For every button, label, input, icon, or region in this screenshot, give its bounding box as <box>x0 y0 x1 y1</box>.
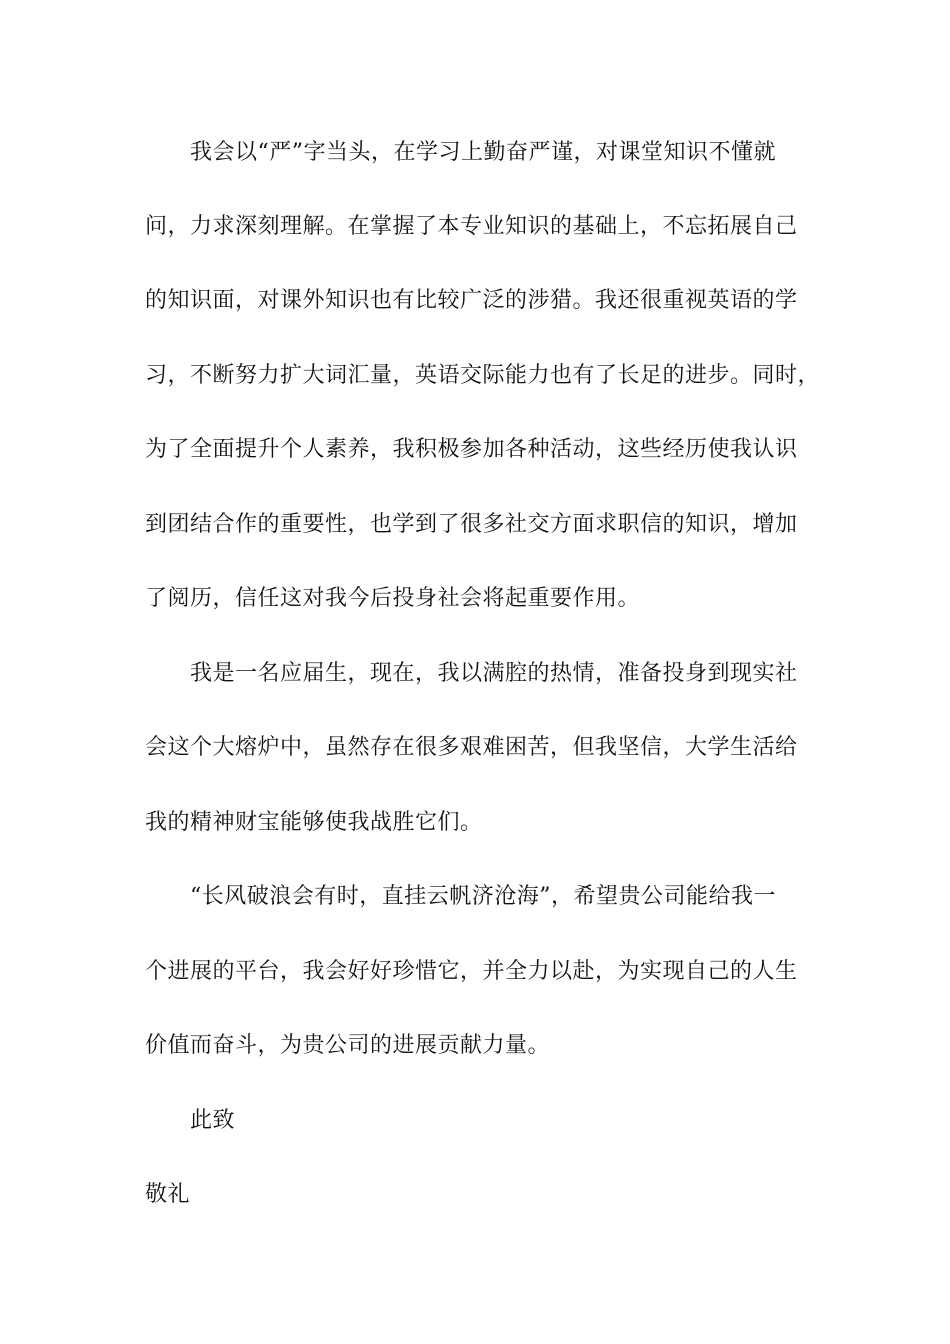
paragraph-3-line-1: “长风破浪会有时，直挂云帆济沧海”，希望贵公司能给我一 <box>190 884 776 909</box>
paragraph-1-line-6: 到团结合作的重要性，也学到了很多社交方面求职信的知识，增加 <box>145 512 798 537</box>
paragraph-2-line-2: 会这个大熔炉中，虽然存在很多艰难困苦，但我坚信，大学生活给 <box>145 735 798 760</box>
paragraph-2-line-1: 我是一名应届生，现在，我以满腔的热情，准备投身到现实社 <box>190 661 798 686</box>
paragraph-1-line-1: 我会以“严”字当头，在学习上勤奋严谨，对课堂知识不懂就 <box>190 140 776 165</box>
paragraph-1-line-3: 的知识面，对课外知识也有比较广泛的涉猎。我还很重视英语的学 <box>145 288 798 313</box>
paragraph-1-line-5: 为了全面提升个人素养，我积极参加各种活动，这些经历使我认识 <box>145 437 798 462</box>
paragraph-1-line-4: 习，不断努力扩大词汇量，英语交际能力也有了长足的进步。同时， <box>145 363 821 388</box>
closing-salutation: 此致 <box>190 1108 236 1133</box>
paragraph-1-line-7: 了阅历，信任这对我今后投身社会将起重要作用。 <box>145 586 641 611</box>
paragraph-3-line-2: 个进展的平台，我会好好珍惜它，并全力以赴，为实现自己的人生 <box>145 959 798 984</box>
closing-regards: 敬礼 <box>145 1182 191 1207</box>
paragraph-2-line-3: 我的精神财宝能够使我战胜它们。 <box>145 810 483 835</box>
paragraph-1-line-2: 问，力求深刻理解。在掌握了本专业知识的基础上，不忘拓展自己 <box>145 214 798 239</box>
paragraph-3-line-3: 价值而奋斗，为贵公司的进展贡献力量。 <box>145 1033 551 1058</box>
